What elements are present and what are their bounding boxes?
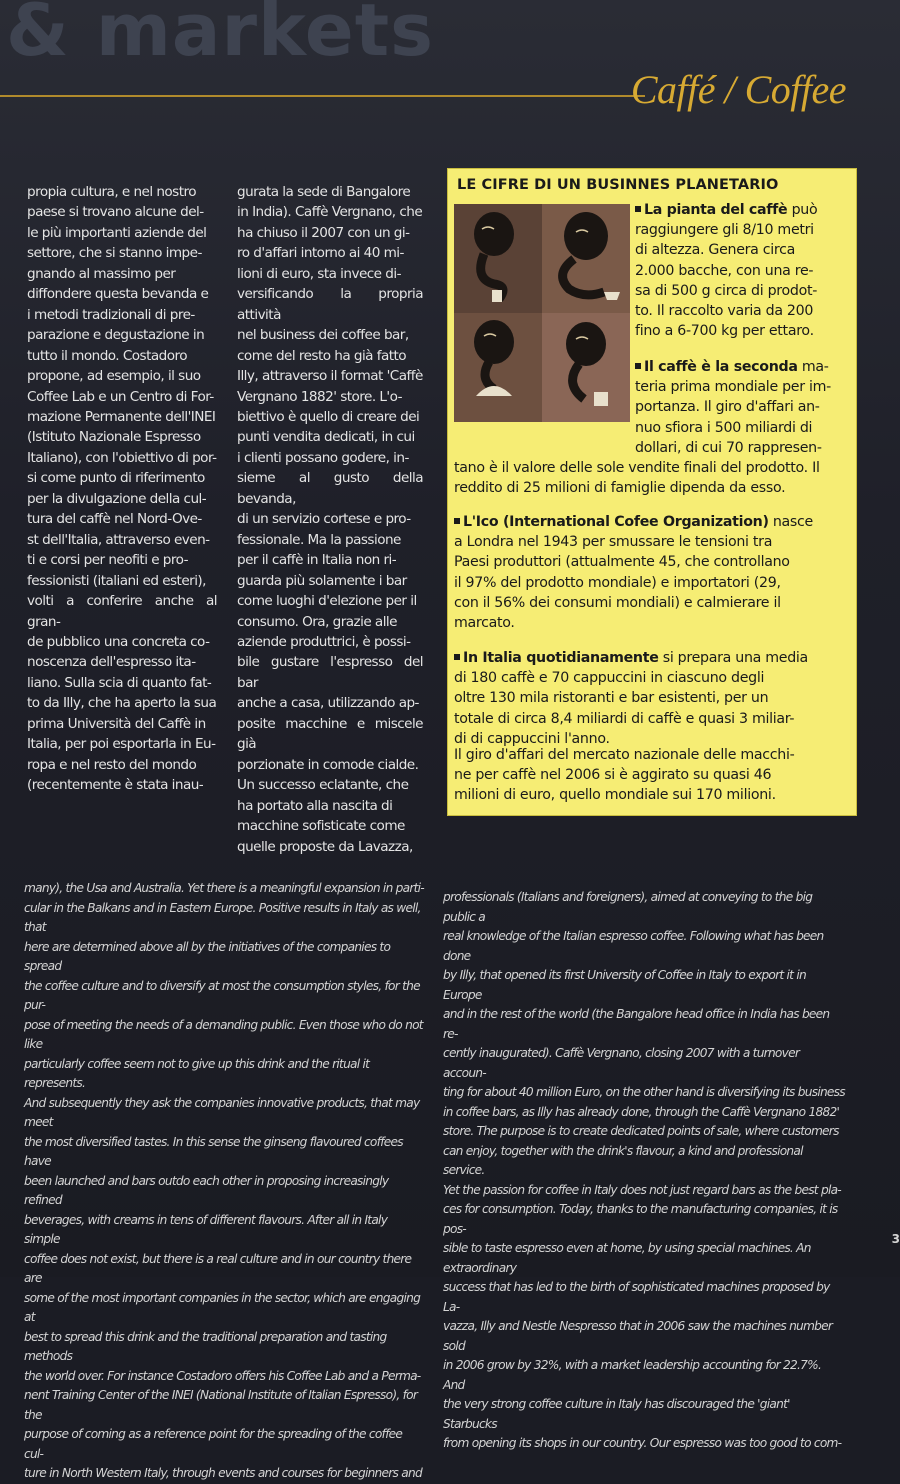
fact-item-commodity-text: ma- teria prima mondiale per im- portanza. Il giro d'affari an- nuo sfiora i 500 miliardi di dollari, di cui 70 rappresen- (635, 359, 831, 456)
fact-item-plant (635, 200, 851, 341)
fact-item-italy-text: si prepara una media di 180 caffè e 70 cappuccini in ciascuno degli oltre 130 mila ristoranti e bar esistenti, per un totale di circa 8,4 miliardi di caffè e quasi 3 miliar- di di cappuccini l'anno. (454, 650, 808, 747)
header-rule (0, 95, 645, 97)
fact-item-italy (454, 648, 852, 749)
coffee-illustration (454, 204, 630, 422)
section-title: Caffé / Coffee (630, 67, 846, 112)
english-column-1: many), the Usa and Australia. Yet there is a meaningful expansion in parti- cular in the Balkans and in Eastern Europe. Positive results in Italy as well, that here are determined above all by the initiatives of the companies to spread the coffee culture and to diversify at most the consumption styles, for the pur- pose of meeting the needs of a demanding public. Even those who do not like particularly coffee seem not to give up this drink and the ritual it represents. And subsequently they ask the companies innovative products, that may meet the most diversified tastes. In this sense the ginseng flavoured coffees have been launched and bars outdo each other in proposing increasingly refined beverages, with creams in tens of different flavours. After all in Italy simple coffee does not exist, but there is a real culture and in our country there are some of the most important companies in the sector, which are engaging at best to spread this drink and the traditional preparation and tasting methods the world over. For instance Costadoro offers his Coffee Lab and a Perma- nent Training Center of the INEI (National Institute of Italian Espresso), for the purpose of coming as a reference point for the spreading of the coffee cul- ture in North Western Italy, through events and courses for beginners and (24, 881, 424, 1480)
fact-box (447, 168, 857, 816)
fact-item-machines: Il giro d'affari del mercato nazionale delle macchi- ne per caffè nel 2006 si è aggirato su quasi 46 milioni di euro, quello mondiale sui 170 milioni. (454, 747, 795, 804)
fact-box-title: LE CIFRE DI UN BUSINNES PLANETARIO (457, 177, 779, 193)
bullet-square-icon (635, 206, 641, 212)
fact-item-ico (454, 512, 852, 633)
bullet-square-icon (454, 654, 460, 660)
italian-column-1: propia cultura, e nel nostro paese si trovano alcune del- le più importanti aziende del settore, che si stanno impe- gnando al massimo per diffondere questa bevanda e i metodi tradizionali di pre- parazione e degustazione in tutto il mondo. Costadoro propone, ad esempio, il suo Coffee Lab e un Centro di For- mazione Permanente dell'INEI (Istituto Nazionale Espresso Italiano), con l'obiettivo di por- si come punto di riferimento per la divulgazione della cul- tura del caffè nel Nord-Ove- st dell'Italia, attraverso even- ti e corsi per neofiti e pro- fessionisti (italiani ed esteri), volti a conferire anche al gran- de pubblico una concreta co- noscenza dell'espresso ita- liano. Sulla scia di quanto fat- to da Illy, che ha aperto la sua prima Università del Caffè in Italia, per poi esportarla in Eu- ropa e nel resto del mondo (recentemente è stata inau- (27, 184, 217, 794)
fact-item-italy-heading: In Italia quotidianamente (463, 650, 659, 666)
fact-item-plant-heading: La pianta del caffè (644, 202, 788, 218)
bullet-square-icon (454, 518, 460, 524)
fact-item-commodity (635, 357, 851, 458)
fact-item-commodity-continued: tano è il valore delle sole vendite finali del prodotto. Il reddito di 25 milioni di famiglie dipenda da esso. (454, 460, 820, 497)
fact-item-ico-text: nasce a Londra nel 1943 per smussare le tensioni tra Paesi produttori (attualmente 45, che controllano il 97% del prodotto mondiale) e importatori (29, con il 56% dei consumi mondiali) e calmierare il marcato. (454, 514, 813, 632)
english-column-2: professionals (Italians and foreigners), aimed at conveying to the big public a real knowledge of the Italian espresso coffee. Following what has been done by Illy, that opened its first University of Coffee in Italy to export it in Europe and in the rest of the world (the Bangalore head office in India has been re- cently inaugurated). Caffè Vergnano, closing 2007 with a turnover accoun- ting for about 40 million Euro, on the other hand is diversifying its business in coffee bars, as Illy has already done, through the Caffè Vergnano 1882' store. The purpose is to create dedicated points of sale, where customers can enjoy, together with the drink's flavour, a kind and professional service. Yet the passion for coffee in Italy does not just regard bars as the best pla- ces for consumption. Today, thanks to the manufacturing companies, it is pos- sible to taste espresso even at home, by using special machines. An extraordinary success that has led to the birth of sophisticated machines proposed by La- vazza, Illy and Nestle Nespresso that in 2006 saw the machines number sold in 2006 grow by 32%, with a market leadership accounting for 22.7%. And the very strong coffee culture in Italy has discouraged the 'giant' Starbucks from opening its shops in our country. Our espresso was too good to com- (443, 890, 845, 1450)
page-number: 3 (891, 1232, 900, 1246)
italian-column-2: gurata la sede di Bangalore in India). Caffè Vergnano, che ha chiuso il 2007 con un gi- ro d'affari intorno ai 40 mi- lioni di euro, sta invece di- versificando la propria attività nel business dei coffee bar, come del resto ha già fatto Illy, attraverso il format 'Caffè Vergnano 1882' store. L'o- biettivo è quello di creare dei punti vendita dedicati, in cui i clienti possano godere, in- sieme al gusto della bevanda, di un servizio cortese e pro- fessionale. Ma la passione per il caffè in Italia non ri- guarda più solamente i bar come luoghi d'elezione per il consumo. Ora, grazie alle aziende produttrici, è possi- bile gustare l'espresso del bar anche a casa, utilizzando ap- posite macchine e miscele già porzionate in comode cialde. Un successo eclatante, che ha portato alla nascita di macchine sofisticate come quelle proposte da Lavazza, (237, 184, 423, 855)
bullet-square-icon (635, 363, 641, 369)
section-header-word: & markets (6, 0, 435, 72)
fact-item-plant-text: può raggiungere gli 8/10 metri di altezza. Genera circa 2.000 bacche, con una re- sa di 500 g circa di prodot- to. Il raccolto varia da 200 fino a 6-700 kg per ettaro. (635, 202, 818, 340)
fact-item-commodity-heading: Il caffè è la seconda (644, 359, 798, 375)
fact-item-ico-heading: L'Ico (International Cofee Organization) (463, 514, 769, 530)
